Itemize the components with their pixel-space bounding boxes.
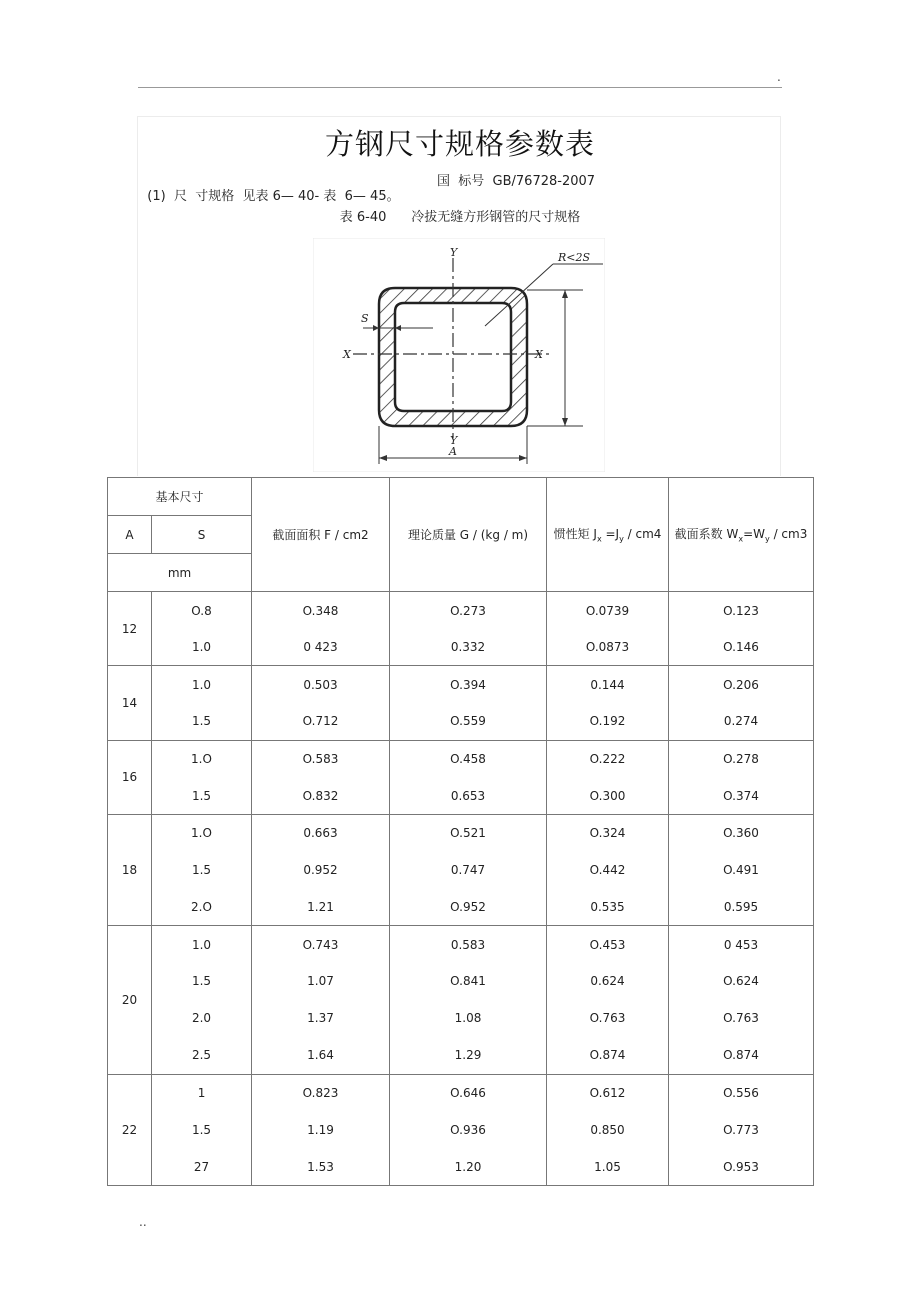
mass-cell: 1.20 — [454, 1159, 482, 1174]
area-cell: 1.37 — [307, 1011, 334, 1026]
mass-cell: 0.332 — [450, 640, 486, 655]
modulus-cell: O.953 — [723, 1159, 759, 1174]
footer-mark: .. — [139, 1215, 147, 1229]
inertia-cell-group — [547, 592, 669, 666]
unit-header: mm — [108, 554, 252, 592]
inertia-cell: O.222 — [589, 751, 626, 766]
modulus-cell: O.206 — [723, 677, 759, 692]
s-cell: 1.5 — [191, 863, 212, 878]
table-row — [108, 740, 814, 814]
header-mark: . — [777, 70, 781, 84]
mass-cell: 0.747 — [450, 863, 486, 878]
s-cell: 2.O — [191, 899, 212, 914]
area-cell: O.823 — [302, 1086, 339, 1100]
area-cell: O.743 — [302, 937, 339, 952]
s-cell: 1.0 — [191, 677, 212, 692]
mass-cell: O.936 — [450, 1122, 486, 1137]
s-cell: 1.O — [191, 826, 212, 841]
inertia-cell: O.0739 — [585, 603, 630, 618]
area-cell: 0.663 — [303, 826, 338, 841]
mass-cell: O.273 — [450, 603, 486, 618]
inertia-cell-group — [547, 740, 669, 814]
mass-cell: 1.08 — [454, 1011, 482, 1026]
area-cell: 1.07 — [307, 974, 334, 989]
inertia-cell: 0.144 — [590, 677, 625, 692]
inertia-cell: O.324 — [589, 826, 626, 841]
s-cell: 1.5 — [191, 788, 212, 803]
a-cell: 16 — [108, 740, 152, 814]
inertia-cell: O.300 — [589, 788, 626, 803]
basic-size-header: 基本尺寸 — [108, 478, 252, 516]
mass-cell: O.394 — [450, 677, 486, 692]
s-cell: 1.5 — [191, 1122, 212, 1137]
modulus-cell: O.123 — [723, 603, 759, 618]
inertia-header: 惯性矩 $J_x =J_y / cm4$ — [547, 478, 669, 592]
inertia-cell: O.453 — [589, 937, 626, 952]
s-cell: 1.5 — [191, 974, 212, 989]
spec-table — [107, 477, 814, 1186]
s-cell: O.8 — [191, 603, 212, 618]
s-cell-group — [152, 592, 252, 666]
s-cell-group — [152, 666, 252, 740]
modulus-cell: O.773 — [723, 1122, 759, 1137]
modulus-cell-group — [669, 1074, 814, 1185]
modulus-header: 截面系数 $W_x=W_y / cm3$ — [669, 478, 814, 592]
x-axis-left-label: X — [343, 348, 351, 361]
modulus-cell-group — [669, 740, 814, 814]
s-cell-group — [152, 814, 252, 925]
area-cell-group — [252, 1074, 390, 1185]
a-cell: 14 — [108, 666, 152, 740]
area-cell: 1.64 — [307, 1048, 334, 1063]
table-row — [108, 666, 814, 740]
modulus-cell: O.491 — [723, 863, 759, 878]
area-cell-group — [252, 740, 390, 814]
s-cell: 27 — [193, 1159, 210, 1174]
s-cell: 1.0 — [191, 640, 212, 655]
modulus-cell-group — [669, 926, 814, 1074]
page-title: 方钢尺寸规格参数表 — [324, 127, 595, 161]
area-cell: O.348 — [302, 603, 339, 618]
table-row — [108, 1074, 814, 1185]
mass-cell-group — [390, 1074, 547, 1185]
table-row — [108, 592, 814, 666]
area-cell: O.712 — [302, 714, 339, 729]
inertia-cell-group — [547, 666, 669, 740]
modulus-cell: 0.274 — [723, 714, 759, 729]
header-rule — [138, 87, 782, 88]
area-cell: 0.952 — [303, 863, 338, 878]
modulus-cell: O.374 — [723, 788, 759, 803]
s-header: S — [152, 516, 252, 554]
modulus-cell: 0.595 — [723, 899, 759, 914]
modulus-cell: O.763 — [723, 1011, 759, 1026]
intro-standard-text: 国 标号 GB/76728-2007 — [437, 174, 596, 189]
modulus-cell: 0 453 — [723, 937, 759, 952]
mass-cell-group — [390, 926, 547, 1074]
modulus-cell-group — [669, 592, 814, 666]
area-cell: 0 423 — [303, 640, 338, 655]
inertia-cell: O.0873 — [585, 640, 630, 655]
inertia-cell-group — [547, 1074, 669, 1185]
mass-cell: O.521 — [450, 826, 486, 841]
area-cell-group — [252, 666, 390, 740]
table-row — [108, 926, 814, 1074]
wall-thickness-label: S — [361, 312, 369, 325]
modulus-cell: O.556 — [723, 1086, 759, 1100]
area-cell-group — [252, 592, 390, 666]
mass-cell: O.952 — [450, 899, 486, 914]
mass-cell: O.841 — [450, 974, 486, 989]
s-cell: 1.5 — [191, 714, 212, 729]
mass-cell: O.646 — [450, 1086, 486, 1100]
s-cell: 1.0 — [191, 937, 212, 952]
inertia-cell: 0.624 — [590, 974, 625, 989]
mass-cell-group — [390, 592, 547, 666]
area-cell: O.583 — [302, 751, 339, 766]
inertia-cell-group — [547, 814, 669, 925]
modulus-cell: O.146 — [723, 640, 759, 655]
radius-label: R<2S — [558, 251, 591, 264]
area-cell-group — [252, 814, 390, 925]
side-length-label: A — [449, 445, 457, 458]
y-axis-bottom-label: Y — [450, 434, 458, 447]
inertia-cell: O.763 — [589, 1011, 626, 1026]
inertia-cell: 1.05 — [594, 1159, 621, 1174]
area-cell: 1.21 — [307, 899, 334, 914]
mass-cell: 0.583 — [450, 937, 486, 952]
inertia-cell: 0.850 — [590, 1122, 625, 1137]
inertia-cell: 0.535 — [590, 899, 625, 914]
square-tube-section-diagram — [313, 238, 605, 472]
inertia-cell: O.874 — [589, 1048, 626, 1063]
table-header-row — [108, 478, 814, 516]
intro-spec-text: (1) 尺 寸规格 见表 6— 40- 表 6— 45。 — [147, 189, 400, 204]
inertia-cell: O.192 — [589, 714, 626, 729]
modulus-cell: O.874 — [723, 1048, 759, 1063]
mass-cell-group — [390, 666, 547, 740]
modulus-cell: O.278 — [723, 751, 759, 766]
a-cell: 18 — [108, 814, 152, 925]
mass-cell: O.458 — [450, 751, 486, 766]
area-cell: 1.53 — [307, 1159, 334, 1174]
modulus-cell: O.624 — [723, 974, 759, 989]
mass-cell: 0.653 — [450, 788, 486, 803]
area-cell: 0.503 — [303, 677, 338, 692]
modulus-cell-group — [669, 814, 814, 925]
a-cell: 20 — [108, 926, 152, 1074]
s-cell-group — [152, 926, 252, 1074]
a-cell: 12 — [108, 592, 152, 666]
area-cell: 1.19 — [307, 1122, 334, 1137]
modulus-cell-group — [669, 666, 814, 740]
s-cell: 1.O — [191, 751, 212, 766]
s-cell-group — [152, 1074, 252, 1185]
s-cell: 1 — [197, 1086, 206, 1100]
inertia-cell: O.612 — [589, 1086, 626, 1100]
mass-cell: 1.29 — [454, 1048, 482, 1063]
inertia-cell-group — [547, 926, 669, 1074]
y-axis-top-label: Y — [450, 246, 458, 259]
area-cell: O.832 — [302, 788, 339, 803]
table-row — [108, 814, 814, 925]
s-cell: 2.0 — [191, 1011, 212, 1026]
mass-cell-group — [390, 814, 547, 925]
mass-header: 理论质量 G / (kg / m) — [390, 478, 547, 592]
area-cell-group — [252, 926, 390, 1074]
inertia-cell: O.442 — [589, 863, 626, 878]
s-cell-group — [152, 740, 252, 814]
modulus-cell: O.360 — [723, 826, 759, 841]
a-header: A — [108, 516, 152, 554]
x-axis-right-label: X — [535, 348, 543, 361]
table-caption: 表 6-40 冷拔无缝方形钢管的尺寸规格 — [339, 210, 581, 225]
mass-cell: O.559 — [450, 714, 486, 729]
area-header: 截面面积 F / cm2 — [252, 478, 390, 592]
mass-cell-group — [390, 740, 547, 814]
s-cell: 2.5 — [191, 1048, 212, 1063]
a-cell: 22 — [108, 1074, 152, 1185]
